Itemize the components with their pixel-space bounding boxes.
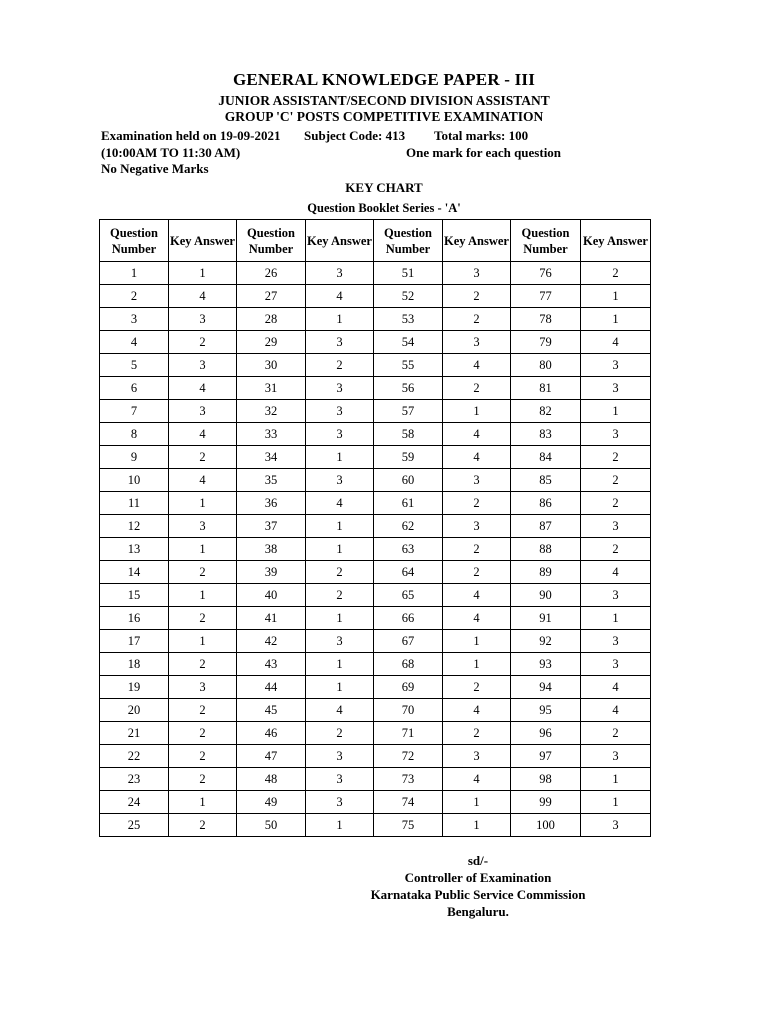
key-answer-cell: 3 [306,768,374,791]
key-answer-cell: 3 [443,515,511,538]
key-answer-cell: 4 [443,584,511,607]
key-answer-cell: 4 [169,423,237,446]
key-answer-cell: 1 [443,814,511,837]
question-number-cell: 55 [374,354,443,377]
question-number-cell: 28 [237,308,306,331]
question-number-cell: 85 [511,469,581,492]
key-answer-cell: 4 [169,377,237,400]
key-answer-cell: 1 [581,791,651,814]
column-header-key: Key Answer [443,220,511,262]
question-number-cell: 2 [100,285,169,308]
total-marks: Total marks: 100 [434,128,529,143]
signatory-location: Bengaluru. [447,904,509,919]
key-answer-cell: 1 [169,262,237,285]
key-answer-cell: 2 [581,722,651,745]
question-number-cell: 53 [374,308,443,331]
table-row [100,423,651,446]
key-answer-cell: 3 [306,423,374,446]
column-header-key: Key Answer [306,220,374,262]
key-answer-cell: 4 [443,699,511,722]
key-answer-cell: 2 [443,538,511,561]
question-number-cell: 6 [100,377,169,400]
question-number-cell: 83 [511,423,581,446]
key-answer-cell: 1 [443,630,511,653]
key-answer-cell: 3 [169,400,237,423]
exam-title: GROUP 'C' POSTS COMPETITIVE EXAMINATION [224,109,544,124]
question-number-cell: 73 [374,768,443,791]
key-answer-cell: 3 [581,515,651,538]
question-number-cell: 75 [374,814,443,837]
question-number-cell: 81 [511,377,581,400]
column-header-question: Question Number [374,220,443,262]
key-answer-cell: 2 [169,745,237,768]
question-number-cell: 43 [237,653,306,676]
question-number-cell: 89 [511,561,581,584]
key-answer-cell: 1 [581,768,651,791]
key-answer-cell: 4 [169,469,237,492]
subject-code: Subject Code: 413 [304,128,406,143]
question-number-cell: 36 [237,492,306,515]
table-row [100,377,651,400]
question-number-cell: 71 [374,722,443,745]
key-answer-cell: 3 [306,400,374,423]
question-number-cell: 87 [511,515,581,538]
key-answer-cell: 4 [443,354,511,377]
key-answer-cell: 2 [169,814,237,837]
key-answer-cell: 1 [169,791,237,814]
question-number-cell: 5 [100,354,169,377]
question-number-cell: 86 [511,492,581,515]
key-answer-cell: 4 [443,446,511,469]
question-number-cell: 15 [100,584,169,607]
table-row [100,331,651,354]
key-answer-cell: 3 [581,354,651,377]
key-answer-cell: 2 [443,676,511,699]
key-answer-cell: 1 [169,584,237,607]
question-number-cell: 84 [511,446,581,469]
key-answer-cell: 1 [443,400,511,423]
question-number-cell: 62 [374,515,443,538]
key-answer-cell: 2 [581,538,651,561]
column-header-question: Question Number [237,220,306,262]
key-chart-heading: KEY CHART [345,180,423,195]
question-number-cell: 4 [100,331,169,354]
paper-title: GENERAL KNOWLEDGE PAPER - III [232,70,536,89]
question-number-cell: 41 [237,607,306,630]
key-answer-cell: 1 [169,538,237,561]
question-number-cell: 94 [511,676,581,699]
negative-marks: No Negative Marks [101,161,209,176]
table-row [100,262,651,285]
key-answer-cell: 2 [581,446,651,469]
key-answer-cell: 1 [306,538,374,561]
key-answer-cell: 2 [306,584,374,607]
question-number-cell: 34 [237,446,306,469]
key-answer-cell: 4 [581,699,651,722]
table-row [100,469,651,492]
column-header-key: Key Answer [581,220,651,262]
key-answer-cell: 3 [306,331,374,354]
key-answer-cell: 3 [581,377,651,400]
key-answer-cell: 1 [581,308,651,331]
column-header-question: Question Number [100,220,169,262]
question-number-cell: 98 [511,768,581,791]
key-answer-cell: 4 [169,285,237,308]
question-number-cell: 74 [374,791,443,814]
key-answer-cell: 3 [581,423,651,446]
exam-time: (10:00AM TO 11:30 AM) [101,145,241,160]
question-number-cell: 42 [237,630,306,653]
question-number-cell: 68 [374,653,443,676]
question-number-cell: 10 [100,469,169,492]
column-header-question: Question Number [511,220,581,262]
question-number-cell: 69 [374,676,443,699]
table-row [100,630,651,653]
question-number-cell: 56 [374,377,443,400]
question-number-cell: 26 [237,262,306,285]
table-row [100,676,651,699]
question-number-cell: 90 [511,584,581,607]
key-answer-cell: 3 [581,745,651,768]
table-row [100,584,651,607]
question-number-cell: 92 [511,630,581,653]
question-number-cell: 99 [511,791,581,814]
question-number-cell: 66 [374,607,443,630]
table-row [100,768,651,791]
key-answer-cell: 1 [169,492,237,515]
key-answer-cell: 4 [581,561,651,584]
key-answer-cell: 4 [581,331,651,354]
question-number-cell: 64 [374,561,443,584]
question-number-cell: 48 [237,768,306,791]
key-answer-cell: 3 [306,791,374,814]
question-number-cell: 14 [100,561,169,584]
question-number-cell: 29 [237,331,306,354]
table-row [100,515,651,538]
question-number-cell: 20 [100,699,169,722]
question-number-cell: 79 [511,331,581,354]
key-answer-cell: 3 [306,745,374,768]
question-number-cell: 97 [511,745,581,768]
question-number-cell: 93 [511,653,581,676]
table-row [100,814,651,837]
post-title: JUNIOR ASSISTANT/SECOND DIVISION ASSISTANT [218,93,550,108]
key-answer-cell: 3 [306,630,374,653]
question-number-cell: 18 [100,653,169,676]
key-answer-cell: 2 [306,561,374,584]
question-number-cell: 33 [237,423,306,446]
key-answer-cell: 2 [443,561,511,584]
table-row [100,791,651,814]
question-number-cell: 23 [100,768,169,791]
key-answer-cell: 4 [443,768,511,791]
question-number-cell: 60 [374,469,443,492]
key-answer-cell: 3 [581,814,651,837]
exam-date: Examination held on 19-09-2021 [101,128,281,143]
question-number-cell: 16 [100,607,169,630]
key-answer-cell: 2 [443,722,511,745]
question-number-cell: 44 [237,676,306,699]
key-answer-cell: 2 [443,377,511,400]
key-answer-cell: 3 [443,262,511,285]
question-number-cell: 37 [237,515,306,538]
table-row [100,607,651,630]
question-number-cell: 49 [237,791,306,814]
question-number-cell: 11 [100,492,169,515]
key-answer-cell: 3 [443,331,511,354]
key-answer-cell: 2 [169,699,237,722]
question-number-cell: 17 [100,630,169,653]
question-number-cell: 46 [237,722,306,745]
table-row [100,354,651,377]
key-answer-cell: 2 [169,607,237,630]
question-number-cell: 65 [374,584,443,607]
key-answer-cell: 1 [306,515,374,538]
key-answer-cell: 2 [169,768,237,791]
question-number-cell: 57 [374,400,443,423]
table-row [100,561,651,584]
answer-key-table [99,219,651,837]
key-answer-cell: 3 [443,469,511,492]
key-answer-cell: 3 [581,653,651,676]
question-number-cell: 61 [374,492,443,515]
booklet-series: Question Booklet Series - 'A' [307,201,461,215]
key-answer-cell: 2 [169,331,237,354]
answer-key-body [100,262,651,837]
question-number-cell: 21 [100,722,169,745]
question-number-cell: 58 [374,423,443,446]
question-number-cell: 78 [511,308,581,331]
signatory-designation: Controller of Examination [404,870,552,885]
question-number-cell: 27 [237,285,306,308]
signatory-organization: Karnataka Public Service Commission [370,887,586,902]
table-row [100,285,651,308]
question-number-cell: 72 [374,745,443,768]
key-answer-cell: 1 [581,285,651,308]
key-answer-cell: 2 [169,561,237,584]
table-row [100,745,651,768]
question-number-cell: 1 [100,262,169,285]
key-answer-cell: 1 [581,607,651,630]
question-number-cell: 91 [511,607,581,630]
question-number-cell: 70 [374,699,443,722]
key-answer-cell: 2 [581,262,651,285]
key-answer-cell: 3 [581,630,651,653]
question-number-cell: 47 [237,745,306,768]
question-number-cell: 76 [511,262,581,285]
question-number-cell: 52 [374,285,443,308]
key-answer-cell: 2 [581,492,651,515]
question-number-cell: 82 [511,400,581,423]
key-answer-cell: 3 [169,515,237,538]
question-number-cell: 96 [511,722,581,745]
question-number-cell: 54 [374,331,443,354]
sd-mark: sd/- [467,853,489,868]
question-number-cell: 32 [237,400,306,423]
question-number-cell: 12 [100,515,169,538]
question-number-cell: 3 [100,308,169,331]
key-answer-cell: 4 [306,699,374,722]
key-answer-cell: 1 [443,791,511,814]
table-row [100,308,651,331]
table-row [100,538,651,561]
question-number-cell: 51 [374,262,443,285]
key-answer-cell: 3 [443,745,511,768]
key-answer-cell: 4 [306,285,374,308]
question-number-cell: 7 [100,400,169,423]
question-number-cell: 39 [237,561,306,584]
question-number-cell: 31 [237,377,306,400]
key-answer-cell: 3 [581,584,651,607]
key-answer-cell: 3 [169,308,237,331]
question-number-cell: 8 [100,423,169,446]
question-number-cell: 67 [374,630,443,653]
key-answer-cell: 2 [443,492,511,515]
question-number-cell: 22 [100,745,169,768]
key-answer-cell: 1 [306,308,374,331]
key-answer-cell: 3 [306,262,374,285]
key-answer-cell: 2 [169,722,237,745]
key-answer-cell: 2 [306,354,374,377]
key-answer-cell: 2 [169,653,237,676]
key-answer-cell: 3 [169,676,237,699]
question-number-cell: 38 [237,538,306,561]
key-answer-cell: 1 [306,653,374,676]
table-row [100,400,651,423]
question-number-cell: 88 [511,538,581,561]
question-number-cell: 77 [511,285,581,308]
question-number-cell: 24 [100,791,169,814]
key-answer-cell: 4 [581,676,651,699]
key-answer-cell: 2 [443,308,511,331]
question-number-cell: 35 [237,469,306,492]
key-answer-cell: 4 [306,492,374,515]
question-number-cell: 9 [100,446,169,469]
question-number-cell: 40 [237,584,306,607]
table-row [100,492,651,515]
question-number-cell: 63 [374,538,443,561]
key-answer-cell: 2 [306,722,374,745]
table-row [100,446,651,469]
key-answer-cell: 1 [306,676,374,699]
table-row [100,653,651,676]
question-number-cell: 100 [511,814,581,837]
key-answer-cell: 2 [581,469,651,492]
mark-rule: One mark for each question [406,145,562,160]
key-answer-cell: 4 [443,607,511,630]
question-number-cell: 59 [374,446,443,469]
key-answer-cell: 1 [306,814,374,837]
key-answer-cell: 1 [169,630,237,653]
question-number-cell: 25 [100,814,169,837]
table-row [100,699,651,722]
table-header-row [100,220,651,262]
key-answer-cell: 2 [169,446,237,469]
question-number-cell: 13 [100,538,169,561]
column-header-key: Key Answer [169,220,237,262]
question-number-cell: 95 [511,699,581,722]
key-answer-cell: 3 [169,354,237,377]
key-answer-cell: 2 [443,285,511,308]
table-row [100,722,651,745]
question-number-cell: 50 [237,814,306,837]
key-answer-cell: 1 [581,400,651,423]
question-number-cell: 80 [511,354,581,377]
key-answer-cell: 4 [443,423,511,446]
key-answer-cell: 1 [306,607,374,630]
question-number-cell: 19 [100,676,169,699]
key-answer-cell: 3 [306,469,374,492]
question-number-cell: 30 [237,354,306,377]
question-number-cell: 45 [237,699,306,722]
key-answer-cell: 3 [306,377,374,400]
key-answer-cell: 1 [443,653,511,676]
key-answer-cell: 1 [306,446,374,469]
